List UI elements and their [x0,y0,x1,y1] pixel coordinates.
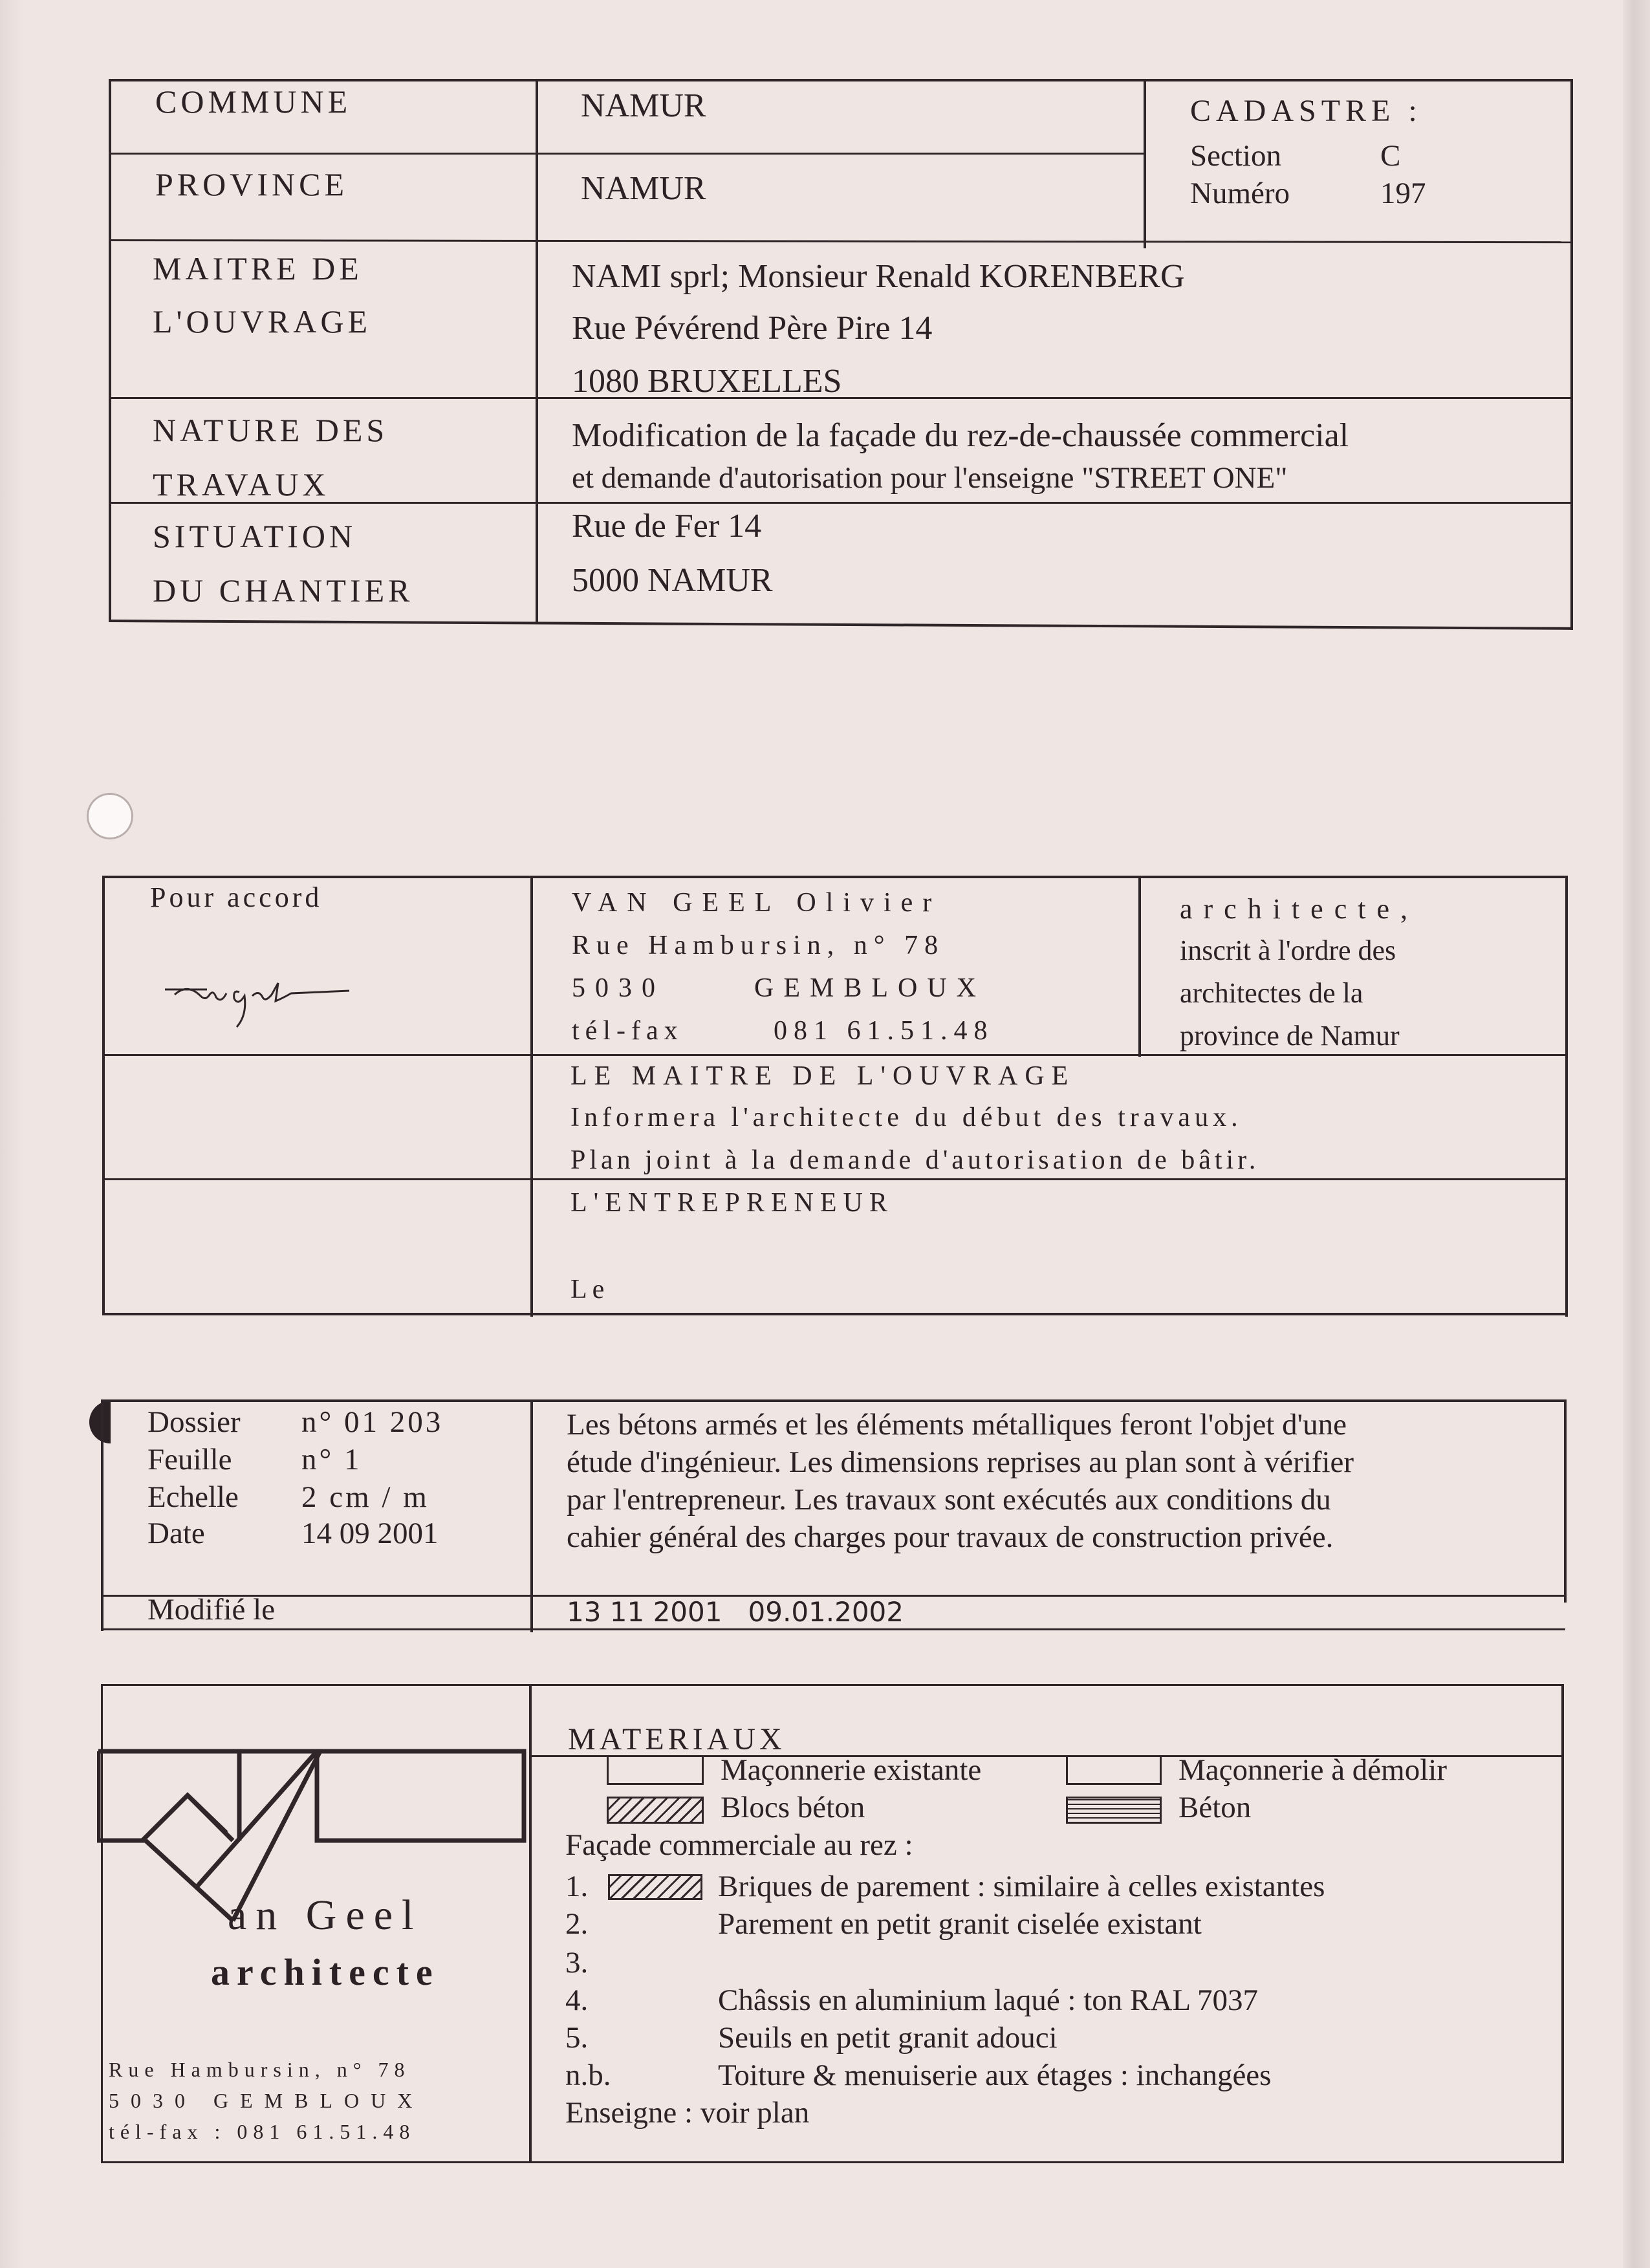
item-num-2: 2. [565,1907,589,1941]
logo-city: 5030 GEMBLOUX [109,2089,424,2112]
item-num-4: 4. [565,1983,589,2017]
logo-tel: tél-fax : 081 61.51.48 [109,2120,416,2143]
item-text-1: Briques de parement : similaire à celles existantes [718,1870,1325,1903]
architect-tel-label: tél-fax [572,1016,684,1046]
date-value: 14 09 2001 [301,1517,439,1550]
entrepreneur-heading: L'ENTREPRENEUR [570,1188,894,1218]
legend-existing: Maçonnerie existante [721,1753,982,1787]
maitre-heading: LE MAITRE DE L'OUVRAGE [570,1061,1076,1091]
architect-title-2: inscrit à l'ordre des [1180,934,1396,966]
numero-value: 197 [1380,177,1426,210]
architect-postcode: 5030 [572,973,665,1003]
legend-blocs: Blocs béton [721,1791,865,1824]
maitre-label-1: MAITRE DE [153,250,363,286]
situation-label-2: DU CHANTIER [153,572,414,609]
architect-name: VAN GEEL Olivier [572,888,942,918]
maitre-line-3: 1080 BRUXELLES [572,363,842,400]
item-text-2: Parement en petit granit ciselée existant [718,1907,1202,1941]
architect-title-1: architecte, [1180,893,1418,925]
architect-title-3: architectes de la [1180,977,1363,1009]
dossier-value: n° 01 203 [301,1405,444,1439]
nature-line-2: et demande d'autorisation pour l'enseigne "STREET ONE" [572,461,1288,495]
province-label: PROVINCE [155,166,349,202]
legend-swatch-existing [607,1755,704,1785]
enseigne-line: Enseigne : voir plan [565,2096,810,2130]
maitre-label-2: L'OUVRAGE [153,303,371,340]
legend-beton: Béton [1178,1791,1252,1824]
logo-name: an Geel [228,1892,423,1939]
notes-line-2: étude d'ingénieur. Les dimensions reprises au plan sont à vérifier [567,1445,1354,1479]
commune-value: NAMUR [581,87,706,124]
materials-heading: MATERIAUX [568,1722,786,1756]
maitre-line-2: Rue Pévérend Père Pire 14 [572,310,933,347]
maitre-note-1: Informera l'architecte du début des travaux. [570,1103,1243,1132]
item-num-5: 5. [565,2021,589,2055]
situation-line-2: 5000 NAMUR [572,562,773,599]
nature-label-2: TRAVAUX [153,466,330,502]
architect-street: Rue Hambursin, n° 78 [572,931,945,960]
legend-demolish: Maçonnerie à démolir [1178,1753,1447,1787]
item-num-nb: n.b. [565,2058,611,2092]
facade-heading: Façade commerciale au rez : [565,1828,913,1862]
nature-label-1: NATURE DES [153,412,389,448]
situation-line-1: Rue de Fer 14 [572,508,762,545]
modifie-label: Modifié le [147,1593,276,1626]
item-num-1: 1. [565,1870,589,1903]
echelle-value: 2 cm / m [301,1480,429,1514]
date-label: Date [147,1517,205,1550]
punch-hole-bottom [89,1401,132,1443]
echelle-label: Echelle [147,1480,239,1514]
maitre-note-2: Plan joint à la demande d'autorisation de bâtir. [570,1145,1260,1175]
item-text-4: Châssis en aluminium laqué : ton RAL 7037 [718,1983,1259,2017]
cadastre-label: CADASTRE : [1190,94,1422,128]
nature-line-1: Modification de la façade du rez-de-chaussée commercial [572,417,1349,454]
logo-title: architecte [211,1951,440,1993]
pour-accord-label: Pour accord [150,881,323,913]
commune-label: COMMUNE [155,83,352,120]
architect-tel: 081 61.51.48 [774,1016,994,1046]
legend-swatch-blocs [607,1797,704,1824]
feuille-value: n° 1 [301,1443,362,1476]
item-text-nb: Toiture & menuiserie aux étages : inchangées [718,2058,1272,2092]
notes-line-4: cahier général des charges pour travaux de construction privée. [567,1520,1334,1554]
architect-city: GEMBLOUX [754,973,986,1003]
feuille-label: Feuille [147,1443,232,1476]
punch-hole-top [87,793,133,839]
le-label: Le [570,1275,610,1304]
section-label: Section [1190,139,1281,173]
architect-title-4: province de Namur [1180,1020,1400,1052]
situation-label-1: SITUATION [153,518,357,554]
notes-line-3: par l'entrepreneur. Les travaux sont exécutés aux conditions du [567,1483,1331,1517]
dossier-label: Dossier [147,1405,241,1439]
item-text-5: Seuils en petit granit adouci [718,2021,1058,2055]
signature-icon [162,970,356,1035]
paper-right-edge [1623,0,1650,2268]
numero-label: Numéro [1190,177,1290,210]
legend-swatch-beton [1066,1797,1162,1824]
logo-street: Rue Hambursin, n° 78 [109,2058,411,2081]
section-value: C [1380,139,1401,173]
modifie-values: 13 11 2001 09.01.2002 [567,1596,904,1628]
paper-left-edge [0,0,23,2268]
item-1-swatch [608,1874,702,1900]
notes-line-1: Les bétons armés et les éléments métalliques feront l'objet d'une [567,1408,1347,1442]
province-value: NAMUR [581,170,706,207]
item-num-3: 3. [565,1946,589,1980]
legend-swatch-demolish [1066,1755,1162,1785]
maitre-line-1: NAMI sprl; Monsieur Renald KORENBERG [572,258,1185,295]
